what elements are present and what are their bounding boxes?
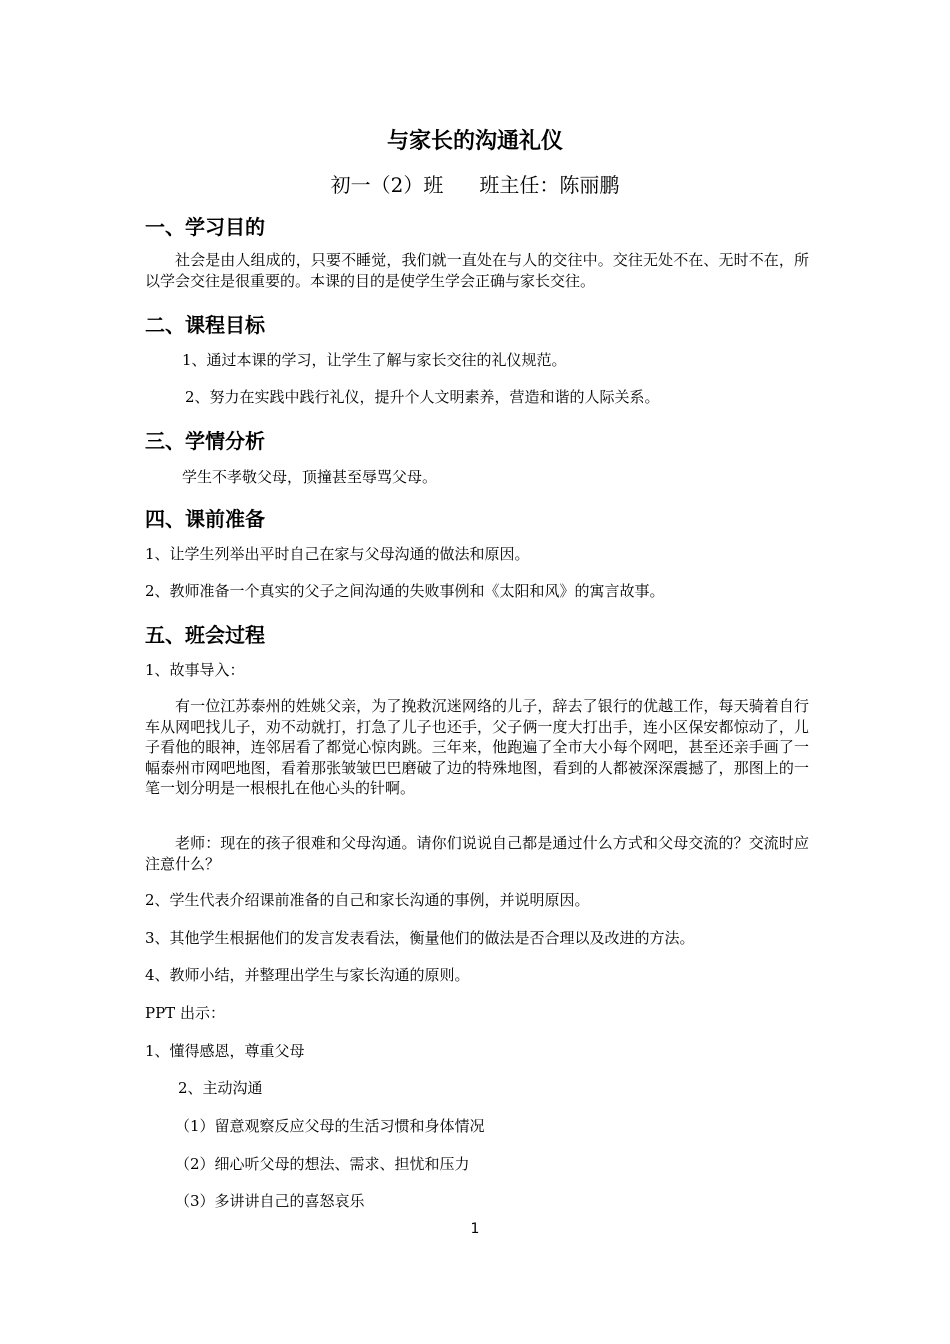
course-goal-item: 1、通过本课的学习，让学生了解与家长交往的礼仪规范。 [182, 351, 567, 369]
section-heading-preparation: 四、课前准备 [145, 507, 265, 531]
class-name: 初一（2）班 [330, 173, 444, 197]
course-goal-item: 2、努力在实践中践行礼仪，提升个人文明素养，营造和谐的人际关系。 [185, 388, 660, 406]
principle-item: 2、主动沟通 [178, 1079, 263, 1097]
head-teacher: 班主任：陈丽鹏 [479, 173, 620, 197]
learning-purpose-paragraph: 社会是由人组成的，只要不睡觉，我们就一直处在与人的交往中。交往无处不在、无时不在，所以学会交往是很重要的。本课的目的是使学生学会正确与家长交往。 [145, 251, 809, 290]
preparation-item: 2、教师准备一个真实的父子之间沟通的失败事例和《太阳和风》的寓言故事。 [145, 582, 665, 600]
page-number: 1 [470, 1221, 480, 1237]
student-analysis-paragraph: 学生不孝敬父母，顶撞甚至辱骂父母。 [182, 468, 438, 486]
principle-subitem: （1）留意观察反应父母的生活习惯和身体情况 [175, 1117, 485, 1135]
teacher-question-paragraph: 老师：现在的孩子很难和父母沟通。请你们说说自己都是通过什么方式和父母交流的？交流时应注意什么？ [145, 834, 809, 873]
ppt-label: PPT 出示： [145, 1004, 225, 1022]
process-step-4: 4、教师小结，并整理出学生与家长沟通的原则。 [145, 966, 470, 984]
preparation-item: 1、让学生列举出平时自己在家与父母沟通的做法和原因。 [145, 545, 530, 563]
section-heading-student-analysis: 三、学情分析 [145, 429, 265, 453]
principle-subitem: （2）细心听父母的想法、需求、担忧和压力 [175, 1155, 470, 1173]
process-step-2: 2、学生代表介绍课前准备的自己和家长沟通的事例，并说明原因。 [145, 891, 590, 909]
principle-item: 1、懂得感恩，尊重父母 [145, 1042, 305, 1060]
process-step-1: 1、故事导入： [145, 661, 245, 679]
process-step-3: 3、其他学生根据他们的发言发表看法，衡量他们的做法是否合理以及改进的方法。 [145, 929, 695, 947]
story-paragraph: 有一位江苏泰州的姓姚父亲，为了挽救沉迷网络的儿子，辞去了银行的优越工作，每天骑着自行车从网吧找儿子，劝不动就打，打急了儿子也还手，父子俩一度大打出手，连小区保安都惊动了，儿子看他的眼神，连邻居看了都觉心惊肉跳。三年来，他跑遍了全市大小每个网吧，甚至还亲手画了一幅泰州市网吧地图，看着那张皱皱巴巴磨破了边的特殊地图，看到的人都被深深震撼了，那图上的一笔一划分明是一根根扎在他心头的针啊。 [145, 697, 809, 797]
document-subtitle [0, 169, 950, 198]
principle-subitem: （3）多讲讲自己的喜怒哀乐 [175, 1192, 365, 1210]
section-heading-class-meeting-process: 五、班会过程 [145, 623, 265, 647]
section-heading-course-goals: 二、课程目标 [145, 313, 265, 337]
section-heading-learning-purpose: 一、学习目的 [145, 215, 265, 239]
document-title: 与家长的沟通礼仪 [386, 129, 563, 154]
